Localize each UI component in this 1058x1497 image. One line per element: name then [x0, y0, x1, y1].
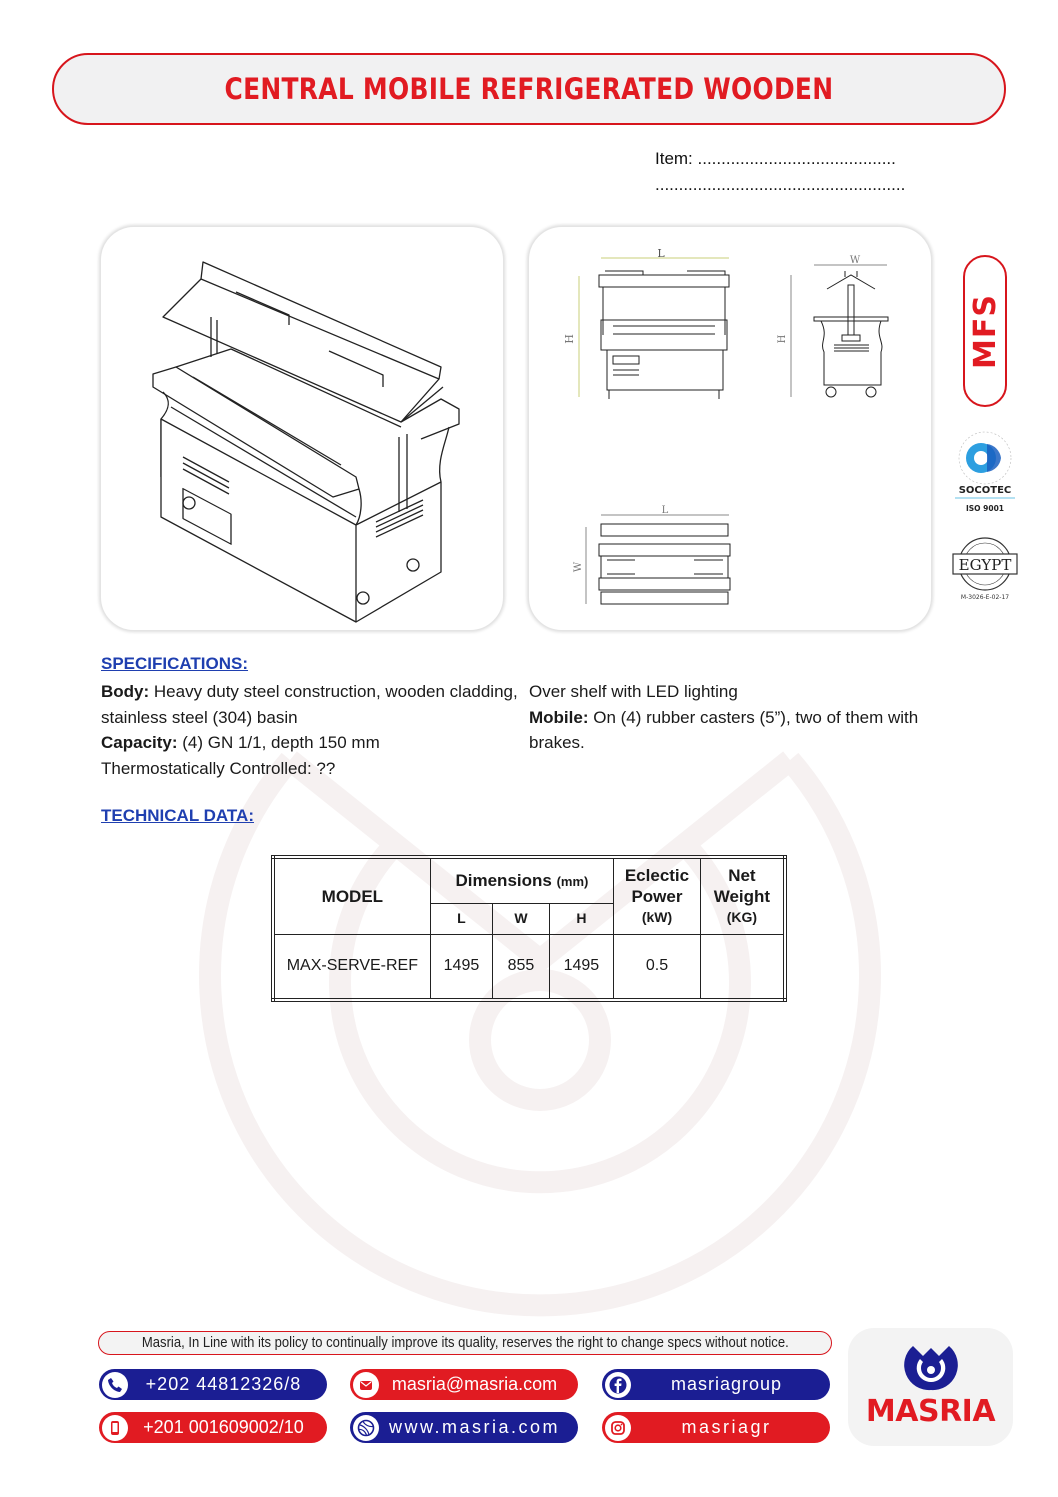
title-banner [52, 53, 1006, 125]
top-view-drawing [586, 515, 730, 604]
header-length: L [430, 903, 492, 934]
contact-website[interactable] [350, 1412, 578, 1443]
spec-capacity-label: Capacity: [101, 733, 178, 752]
spec-mobile-text: On (4) rubber casters (5”), two of them with brakes. [529, 707, 919, 752]
specifications-right-column [529, 679, 929, 756]
header-weight-label: Net Weight [713, 865, 771, 906]
header-width: W [493, 903, 549, 934]
contact-email[interactable] [350, 1369, 578, 1400]
header-weight-unit: (KG) [726, 908, 758, 925]
dimension-label-h-front: H [563, 334, 576, 344]
cell-height: 1495 [549, 934, 614, 1000]
isometric-product-drawing [101, 227, 505, 632]
masria-wordmark: MASRIA [865, 1394, 996, 1429]
iso-label: ISO 9001 [965, 504, 1005, 513]
cell-model: MAX-SERVE-REF [273, 934, 430, 1000]
contact-mobile-text: +201 001609002/10 [143, 1417, 304, 1437]
header-power-label: Eclectic Power [624, 865, 690, 906]
mobile-phone-icon [102, 1415, 128, 1441]
specifications-heading: SPECIFICATIONS: [101, 654, 249, 673]
spec-mobile-label: Mobile: [529, 707, 589, 727]
contact-facebook-text: masriagroup [670, 1374, 783, 1394]
contact-instagram[interactable] [602, 1412, 830, 1443]
specifications-left-column [101, 679, 521, 781]
spec-body [101, 679, 521, 730]
orthographic-drawings [529, 227, 933, 632]
contact-phone[interactable] [99, 1369, 327, 1400]
egypt-label: EGYPT [958, 556, 1012, 574]
header-dimensions-unit: (mm) [556, 873, 589, 889]
contact-mobile[interactable] [99, 1412, 327, 1443]
instagram-icon [605, 1415, 631, 1441]
page-title: CENTRAL MOBILE REFRIGERATED WOODEN [224, 72, 834, 106]
phone-icon [102, 1372, 128, 1398]
disclaimer-text: Masria, In Line with its policy to continually improve its quality, reserves the right to change specs without notice. [141, 1335, 789, 1351]
header-dimensions [430, 857, 613, 903]
header-power [614, 857, 701, 934]
header-height: H [549, 903, 614, 934]
cell-length: 1495 [430, 934, 492, 1000]
contact-email-text: masria@masria.com [391, 1374, 558, 1394]
spec-capacity [101, 730, 521, 756]
technical-data-table [271, 855, 787, 1002]
mfs-label: MFS [967, 293, 1003, 369]
spec-thermostat: Thermostatically Controlled: ?? [101, 758, 336, 778]
side-view-drawing [791, 265, 888, 397]
header-model: MODEL [273, 857, 430, 934]
masria-logo-card [848, 1328, 1013, 1446]
table-row [273, 934, 785, 1000]
spec-overshelf: Over shelf with LED lighting [529, 682, 738, 701]
mfs-badge [963, 255, 1007, 407]
disclaimer-banner [98, 1331, 832, 1355]
item-field-line: Item: .......................................... [655, 149, 896, 168]
email-icon [353, 1372, 379, 1398]
dimension-label-h-side: H [777, 334, 788, 344]
dimension-label-l: L [657, 247, 665, 260]
made-in-egypt-seal [945, 532, 1025, 602]
header-power-unit: (kW) [641, 908, 673, 925]
contact-facebook[interactable] [602, 1369, 830, 1400]
contact-phone-text: +202 44812326/8 [145, 1374, 302, 1394]
dimension-label-l-top: L [661, 505, 669, 516]
technical-data-heading: TECHNICAL DATA: [101, 806, 254, 825]
cell-weight [700, 934, 785, 1000]
egypt-code: M-3026-E-02-17 [960, 594, 1010, 601]
header-weight [700, 857, 785, 934]
globe-icon [353, 1415, 379, 1441]
spec-capacity-text: (4) GN 1/1, depth 150 mm [177, 733, 380, 752]
front-view-drawing [579, 258, 729, 399]
facebook-icon [605, 1372, 631, 1398]
dimension-label-w-side: W [849, 255, 861, 266]
dimension-label-w-top: W [573, 561, 584, 573]
spec-body-label: Body: [101, 682, 150, 701]
cell-width: 855 [493, 934, 549, 1000]
orthographic-drawing-card [528, 226, 932, 631]
header-dimensions-label: Dimensions [455, 870, 552, 890]
isometric-drawing-card [100, 226, 504, 631]
socotec-iso-certification-logo [945, 420, 1025, 520]
item-field-line-continuation: ..................................................... [655, 175, 906, 194]
contact-website-text: www.masria.com [388, 1417, 561, 1437]
masria-emblem-icon [901, 1336, 961, 1392]
socotec-name: SOCOTEC [958, 485, 1012, 496]
cell-power: 0.5 [614, 934, 701, 1000]
table-header-row [273, 857, 785, 903]
spec-body-text: Heavy duty steel construction, wooden cladding, stainless steel (304) basin [101, 682, 518, 727]
spec-mobile [529, 705, 929, 756]
contact-instagram-text: masriagr [681, 1417, 772, 1437]
